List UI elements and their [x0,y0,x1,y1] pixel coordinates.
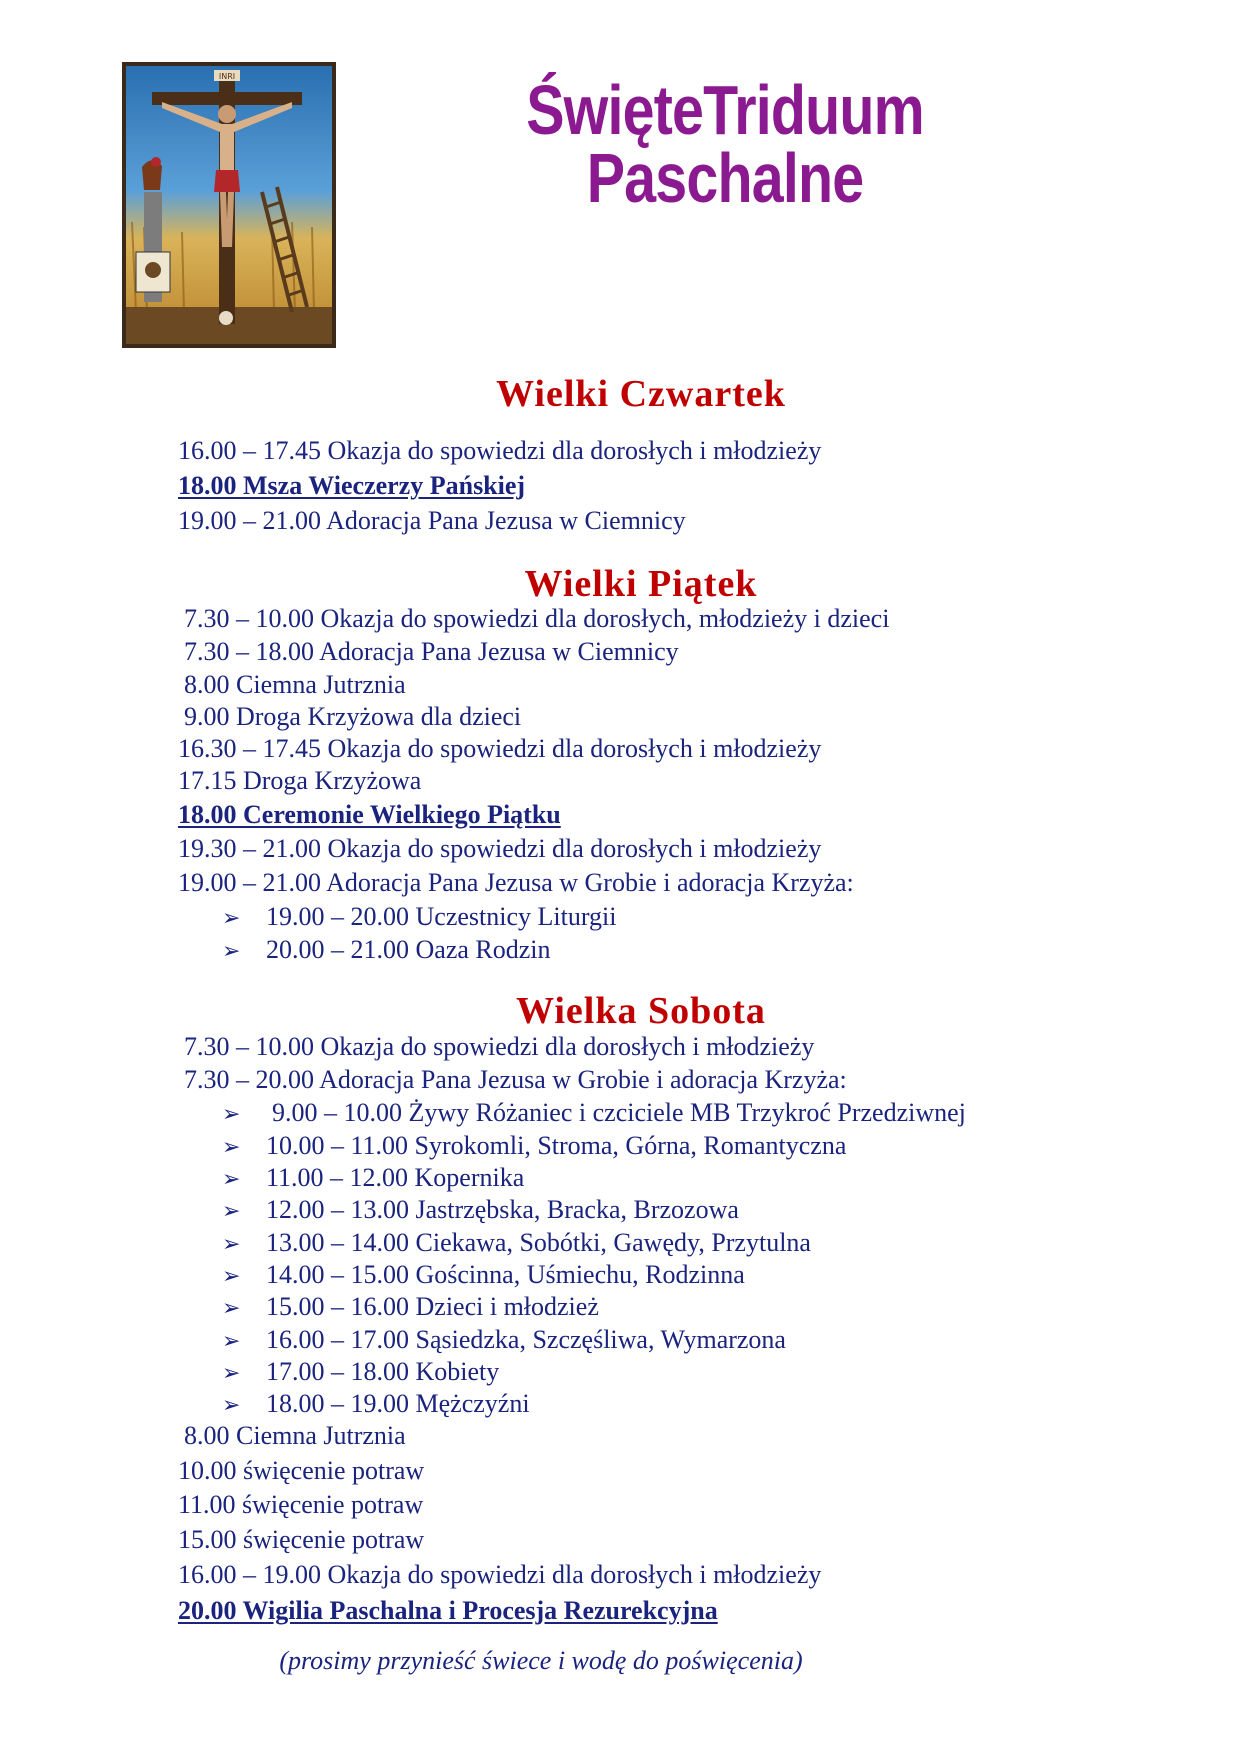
schedule-line-highlight: 18.00 Msza Wieczerzy Pańskiej [178,471,526,500]
schedule-subline: 10.00 – 11.00 Syrokomli, Stroma, Górna, Romantyczna [266,1131,847,1160]
schedule-subline: 18.00 – 19.00 Mężczyźni [266,1389,530,1418]
bullet-arrow-icon: ➢ [222,1134,241,1159]
schedule-subline: 9.00 – 10.00 Żywy Różaniec i czciciele MB Trzykroć Przedziwnej [272,1098,966,1127]
schedule-line: 19.00 – 21.00 Adoracja Pana Jezusa w Ciemnicy [178,506,686,535]
schedule-subline: 16.00 – 17.00 Sąsiedzka, Szczęśliwa, Wymarzona [266,1325,786,1354]
schedule-line-highlight: 20.00 Wigilia Paschalna i Procesja Rezurekcyjna [178,1596,718,1625]
bullet-arrow-icon: ➢ [222,1231,241,1256]
schedule-line: 16.00 – 17.45 Okazja do spowiedzi dla dorosłych i młodzieży [178,436,822,465]
section-heading-wielki-czwartek: Wielki Czwartek [496,373,786,415]
schedule-subline: 17.00 – 18.00 Kobiety [266,1357,500,1386]
bullet-arrow-icon: ➢ [222,1101,241,1126]
schedule-line: 8.00 Ciemna Jutrznia [184,670,406,699]
bullet-arrow-icon: ➢ [222,1295,241,1320]
schedule-line: 15.00 święcenie potraw [178,1525,425,1554]
schedule-line: 19.00 – 21.00 Adoracja Pana Jezusa w Grobie i adoracja Krzyża: [178,868,854,897]
schedule-line: 10.00 święcenie potraw [178,1456,425,1485]
page-title-line-1: ŚwięteTriduum [526,71,924,149]
bullet-arrow-icon: ➢ [222,905,241,930]
page-title-line-2: Paschalne [586,139,864,217]
bullet-arrow-icon: ➢ [222,1166,241,1191]
schedule-subline: 14.00 – 15.00 Gościnna, Uśmiechu, Rodzinna [266,1260,745,1289]
icon-inscription-text: INRI [218,72,236,81]
schedule-line: 19.30 – 21.00 Okazja do spowiedzi dla dorosłych i młodzieży [178,834,822,863]
bullet-arrow-icon: ➢ [222,1263,241,1288]
schedule-subline: 20.00 – 21.00 Oaza Rodzin [266,935,551,964]
schedule-subline: 15.00 – 16.00 Dzieci i młodzież [266,1292,599,1321]
schedule-subline: 12.00 – 13.00 Jastrzębska, Bracka, Brzozowa [266,1195,739,1224]
schedule-subline: 19.00 – 20.00 Uczestnicy Liturgii [266,902,617,931]
schedule-line: 7.30 – 10.00 Okazja do spowiedzi dla dorosłych, młodzieży i dzieci [184,604,890,633]
section-heading-wielki-piatek: Wielki Piątek [524,563,758,605]
bullet-arrow-icon: ➢ [222,1198,241,1223]
bullet-arrow-icon: ➢ [222,1392,241,1417]
section-heading-wielka-sobota: Wielka Sobota [516,990,766,1032]
schedule-line: 9.00 Droga Krzyżowa dla dzieci [184,702,522,731]
bullet-arrow-icon: ➢ [222,1328,241,1353]
schedule-line: 16.00 – 19.00 Okazja do spowiedzi dla dorosłych i młodzieży [178,1560,822,1589]
bullet-arrow-icon: ➢ [222,938,241,963]
footer-note: (prosimy przynieść świece i wodę do poświęcenia) [279,1646,803,1675]
schedule-line: 7.30 – 10.00 Okazja do spowiedzi dla dorosłych i młodzieży [184,1032,815,1061]
schedule-line: 8.00 Ciemna Jutrznia [184,1421,406,1450]
bullet-arrow-icon: ➢ [222,1360,241,1385]
schedule-subline: 11.00 – 12.00 Kopernika [266,1163,525,1192]
schedule-line: 16.30 – 17.45 Okazja do spowiedzi dla dorosłych i młodzieży [178,734,822,763]
page-title [491,71,958,217]
schedule-subline: 13.00 – 14.00 Ciekawa, Sobótki, Gawędy, Przytulna [266,1228,811,1257]
schedule-line: 11.00 święcenie potraw [178,1490,424,1519]
schedule-line-highlight: 18.00 Ceremonie Wielkiego Piątku [178,800,561,829]
crucifixion-icon-image [122,62,336,348]
schedule-line: 7.30 – 18.00 Adoracja Pana Jezusa w Ciemnicy [184,637,679,666]
schedule-line: 7.30 – 20.00 Adoracja Pana Jezusa w Grobie i adoracja Krzyża: [184,1065,847,1094]
schedule-line: 17.15 Droga Krzyżowa [178,766,422,795]
